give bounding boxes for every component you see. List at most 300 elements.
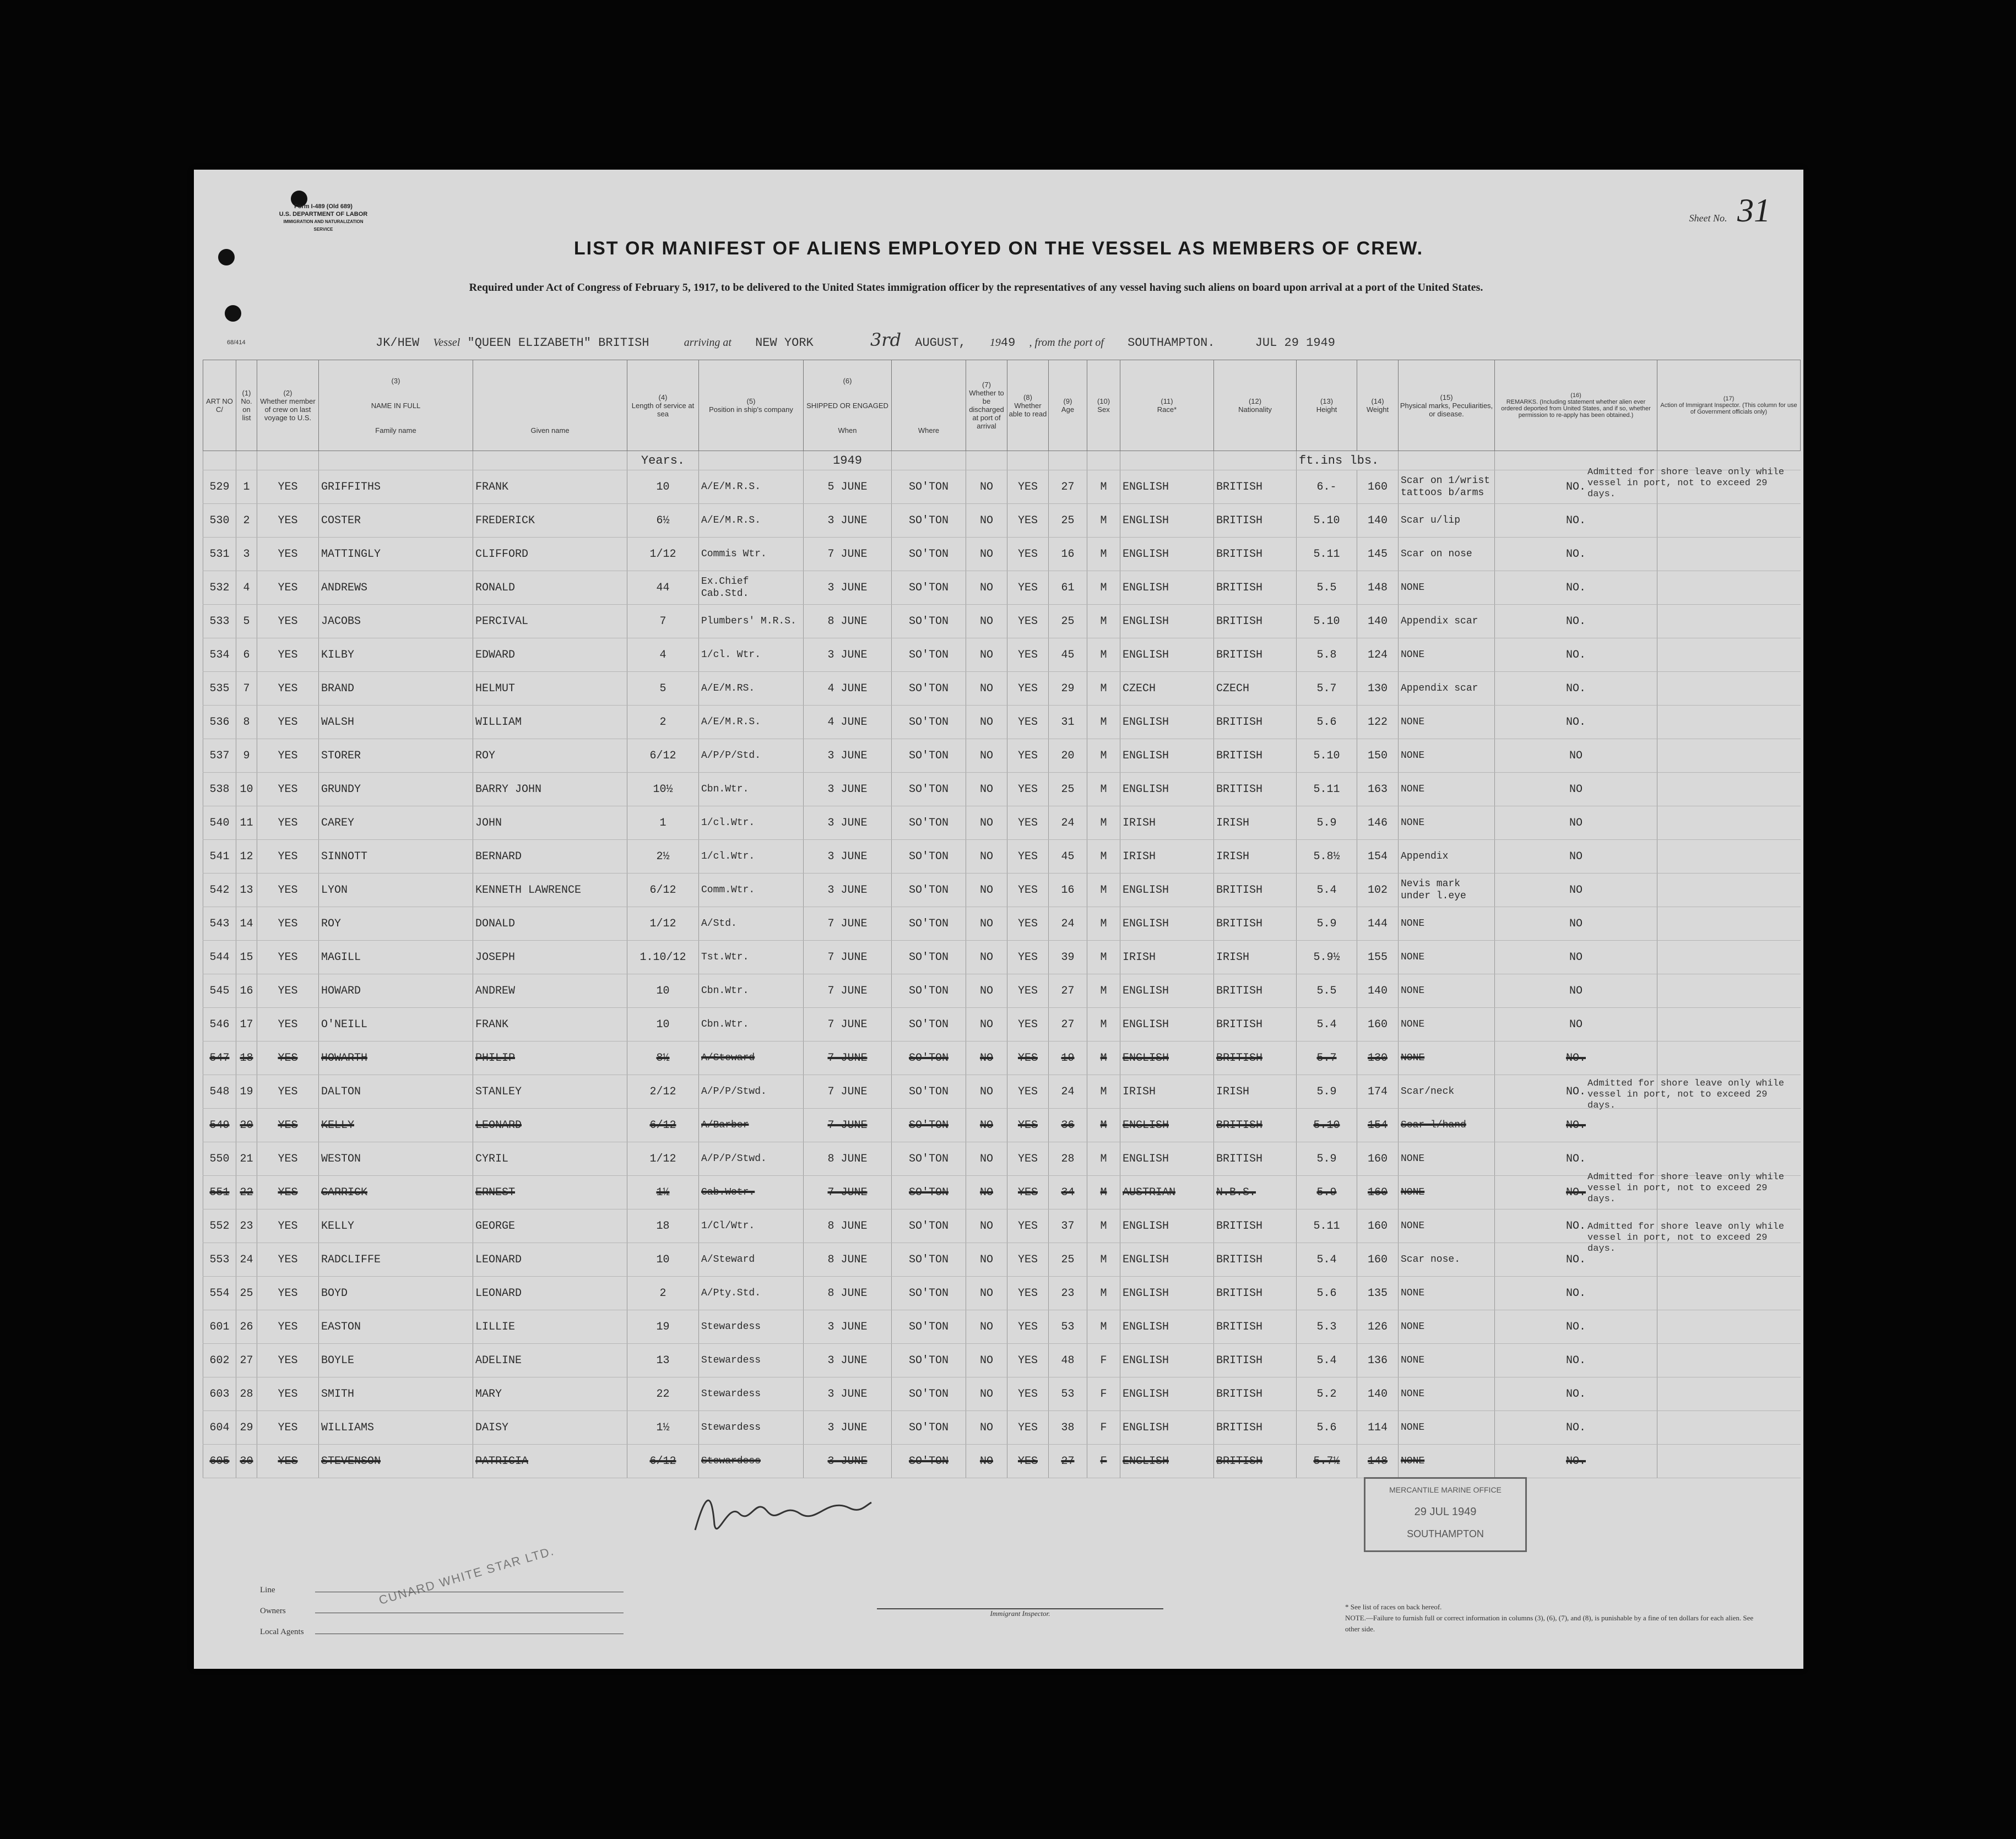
weight-cell: 114 [1357, 1411, 1399, 1445]
marks-cell: NONE [1399, 1041, 1495, 1075]
position-cell: A/Steward [699, 1041, 804, 1075]
age-cell: 24 [1049, 1075, 1087, 1109]
position-cell: A/E/M.RS. [699, 672, 804, 706]
table-row [203, 504, 1801, 538]
marks-cell: NONE [1399, 1445, 1495, 1478]
art-cell: 535 [203, 672, 236, 706]
number-cell: 12 [236, 840, 257, 874]
number-cell: 20 [236, 1109, 257, 1142]
department-name: U.S. DEPARTMENT OF LABOR [279, 211, 368, 218]
year-label: 19 [989, 337, 1001, 349]
remarks-cell: NO. [1495, 1176, 1657, 1209]
weight-cell: 146 [1357, 806, 1399, 840]
service-cell: 1/12 [627, 907, 699, 941]
when-cell: 3 JUNE [804, 874, 892, 907]
art-cell: 532 [203, 571, 236, 605]
position-cell: A/Barber [699, 1109, 804, 1142]
height-cell: 5.9 [1297, 1142, 1357, 1176]
crew-cell: YES [257, 773, 319, 806]
service-cell: 2 [627, 1277, 699, 1310]
discharge-cell: NO [966, 706, 1007, 739]
given-name-cell: DAISY [473, 1411, 627, 1445]
discharge-cell: NO [966, 806, 1007, 840]
sex-cell: M [1087, 874, 1120, 907]
marks-cell: NONE [1399, 907, 1495, 941]
action-cell [1657, 1109, 1801, 1142]
read-cell: YES [1007, 907, 1049, 941]
read-cell: YES [1007, 806, 1049, 840]
service-cell: 2 [627, 706, 699, 739]
race-cell: ENGLISH [1120, 504, 1214, 538]
crew-cell: YES [257, 1377, 319, 1411]
when-cell: 3 JUNE [804, 773, 892, 806]
height-cell: 5.10 [1297, 1109, 1357, 1142]
height-cell: 5.10 [1297, 504, 1357, 538]
family-name-cell: KILBY [319, 638, 473, 672]
family-name-cell: DALTON [319, 1075, 473, 1109]
marks-cell: NONE [1399, 1277, 1495, 1310]
col-weight: (14) Weight [1357, 360, 1399, 451]
crew-cell: YES [257, 1310, 319, 1344]
years-unit: Years. [627, 451, 699, 470]
nationality-cell: BRITISH [1214, 504, 1297, 538]
service-cell: 1½ [627, 1176, 699, 1209]
nationality-cell: BRITISH [1214, 1411, 1297, 1445]
given-name-cell: LEONARD [473, 1277, 627, 1310]
nationality-cell: IRISH [1214, 941, 1297, 974]
read-cell: YES [1007, 638, 1049, 672]
number-cell: 19 [236, 1075, 257, 1109]
sex-cell: F [1087, 1377, 1120, 1411]
age-cell: 25 [1049, 1243, 1087, 1277]
nationality-cell: BRITISH [1214, 1243, 1297, 1277]
age-cell: 34 [1049, 1176, 1087, 1209]
sheet-number-block [1689, 192, 1771, 230]
remarks-cell: NO [1495, 874, 1657, 907]
marks-cell: Appendix [1399, 840, 1495, 874]
race-cell: ENGLISH [1120, 739, 1214, 773]
marks-cell: NONE [1399, 1310, 1495, 1344]
crew-cell: YES [257, 1176, 319, 1209]
art-cell: 601 [203, 1310, 236, 1344]
family-name-cell: COSTER [319, 504, 473, 538]
where-cell: SO'TON [892, 470, 966, 504]
weight-cell: 160 [1357, 1176, 1399, 1209]
marks-cell: NONE [1399, 773, 1495, 806]
service-cell: 1½ [627, 1411, 699, 1445]
table-row [203, 706, 1801, 739]
given-name-cell: FRANK [473, 1008, 627, 1041]
page-title: LIST OR MANIFEST OF ALIENS EMPLOYED ON THE VESSEL AS MEMBERS OF CREW. [573, 238, 1424, 259]
year-unit: 1949 [804, 451, 892, 470]
discharge-cell: NO [966, 538, 1007, 571]
position-cell: Tst.Wtr. [699, 941, 804, 974]
discharge-cell: NO [966, 1411, 1007, 1445]
given-name-cell: LILLIE [473, 1310, 627, 1344]
age-cell: 45 [1049, 840, 1087, 874]
position-cell: Cbn.Wtr. [699, 1008, 804, 1041]
nationality-cell: BRITISH [1214, 1344, 1297, 1377]
action-cell [1657, 773, 1801, 806]
nationality-cell: BRITISH [1214, 1041, 1297, 1075]
service-cell: 7 [627, 605, 699, 638]
marks-cell: NONE [1399, 706, 1495, 739]
from-label: , from the port of [1029, 337, 1104, 349]
table-row [203, 605, 1801, 638]
read-cell: YES [1007, 605, 1049, 638]
given-name-cell: LEONARD [473, 1109, 627, 1142]
nationality-cell: IRISH [1214, 1075, 1297, 1109]
where-cell: SO'TON [892, 1310, 966, 1344]
table-row [203, 638, 1801, 672]
position-cell: A/P/P/Std. [699, 739, 804, 773]
where-cell: SO'TON [892, 806, 966, 840]
weight-cell: 135 [1357, 1277, 1399, 1310]
given-name-cell: KENNETH LAWRENCE [473, 874, 627, 907]
marks-cell: Scar u/lip [1399, 504, 1495, 538]
table-row [203, 1109, 1801, 1142]
table-row [203, 840, 1801, 874]
read-cell: YES [1007, 1445, 1049, 1478]
table-row [203, 571, 1801, 605]
number-cell: 1 [236, 470, 257, 504]
table-row [203, 1344, 1801, 1377]
race-cell: ENGLISH [1120, 1008, 1214, 1041]
art-cell: 537 [203, 739, 236, 773]
nationality-cell: BRITISH [1214, 874, 1297, 907]
marks-cell: Appendix scar [1399, 672, 1495, 706]
sex-cell: M [1087, 706, 1120, 739]
race-cell: ENGLISH [1120, 1344, 1214, 1377]
weight-cell: 102 [1357, 874, 1399, 907]
table-row [203, 1377, 1801, 1411]
family-name-cell: HOWARD [319, 974, 473, 1008]
action-cell [1657, 974, 1801, 1008]
weight-cell: 163 [1357, 773, 1399, 806]
age-cell: 53 [1049, 1377, 1087, 1411]
stamp-line-1: MERCANTILE MARINE OFFICE [1389, 1485, 1502, 1494]
service-name: IMMIGRATION AND NATURALIZATION SERVICE [283, 219, 364, 232]
remarks-cell: NO. [1495, 1142, 1657, 1176]
when-cell: 7 JUNE [804, 941, 892, 974]
remarks-cell: NO [1495, 907, 1657, 941]
table-row [203, 806, 1801, 840]
race-cell: ENGLISH [1120, 874, 1214, 907]
col-remarks: (16) REMARKS. (Including statement whether alien ever ordered deported from United States, and if so, whether permission to re-apply has been obtained.) [1495, 360, 1657, 451]
action-cell [1657, 1008, 1801, 1041]
when-cell: 3 JUNE [804, 840, 892, 874]
weight-cell: 160 [1357, 470, 1399, 504]
col-when: (6) SHIPPED OR ENGAGED When [804, 360, 892, 451]
service-cell: 22 [627, 1377, 699, 1411]
read-cell: YES [1007, 571, 1049, 605]
when-cell: 3 JUNE [804, 739, 892, 773]
race-cell: ENGLISH [1120, 1142, 1214, 1176]
age-cell: 38 [1049, 1411, 1087, 1445]
given-name-cell: GEORGE [473, 1209, 627, 1243]
table-row [203, 1310, 1801, 1344]
height-cell: 5.6 [1297, 1411, 1357, 1445]
number-cell: 8 [236, 706, 257, 739]
immigrant-inspector-line: Immigrant Inspector. [877, 1608, 1163, 1618]
weight-cell: 122 [1357, 706, 1399, 739]
discharge-cell: NO [966, 874, 1007, 907]
family-name-cell: BOYD [319, 1277, 473, 1310]
art-cell: 530 [203, 504, 236, 538]
position-cell: Comm.Wtr. [699, 874, 804, 907]
punch-hole [225, 305, 241, 322]
age-cell: 61 [1049, 571, 1087, 605]
table-row [203, 874, 1801, 907]
service-cell: 1/12 [627, 538, 699, 571]
col-nationality: (12) Nationality [1214, 360, 1297, 451]
action-cell [1657, 874, 1801, 907]
family-name-cell: STEVENSON [319, 1445, 473, 1478]
race-cell: ENGLISH [1120, 470, 1214, 504]
discharge-cell: NO [966, 1377, 1007, 1411]
given-name-cell: CLIFFORD [473, 538, 627, 571]
position-cell: A/Pty.Std. [699, 1277, 804, 1310]
art-cell: 604 [203, 1411, 236, 1445]
art-cell: 551 [203, 1176, 236, 1209]
family-name-cell: WILLIAMS [319, 1411, 473, 1445]
table-row [203, 538, 1801, 571]
art-cell: 605 [203, 1445, 236, 1478]
discharge-cell: NO [966, 840, 1007, 874]
number-cell: 29 [236, 1411, 257, 1445]
race-cell: ENGLISH [1120, 974, 1214, 1008]
where-cell: SO'TON [892, 941, 966, 974]
nationality-cell: N.B.S. [1214, 1176, 1297, 1209]
nationality-cell: BRITISH [1214, 1142, 1297, 1176]
owners-label: Owners [260, 1607, 286, 1615]
crew-cell: YES [257, 1142, 319, 1176]
service-cell: 6/12 [627, 739, 699, 773]
height-cell: 5.4 [1297, 1008, 1357, 1041]
remarks-cell: NO. [1495, 706, 1657, 739]
number-cell: 15 [236, 941, 257, 974]
position-cell: Stewardess [699, 1445, 804, 1478]
nationality-cell: CZECH [1214, 672, 1297, 706]
height-cell: 5.4 [1297, 874, 1357, 907]
action-cell [1657, 706, 1801, 739]
sex-cell: M [1087, 1041, 1120, 1075]
family-name-cell: JACOBS [319, 605, 473, 638]
where-cell: SO'TON [892, 1377, 966, 1411]
crew-cell: YES [257, 706, 319, 739]
marks-cell: Scar/neck [1399, 1075, 1495, 1109]
col-position: (5) Position in ship's company [699, 360, 804, 451]
age-cell: 36 [1049, 1109, 1087, 1142]
position-cell: A/Steward [699, 1243, 804, 1277]
discharge-cell: NO [966, 1243, 1007, 1277]
service-cell: 19 [627, 1310, 699, 1344]
race-cell: ENGLISH [1120, 1445, 1214, 1478]
col-no: (1) No. on list [236, 360, 257, 451]
remarks-cell: NO [1495, 941, 1657, 974]
where-cell: SO'TON [892, 1109, 966, 1142]
read-cell: YES [1007, 1008, 1049, 1041]
weight-cell: 154 [1357, 1109, 1399, 1142]
read-cell: YES [1007, 1377, 1049, 1411]
table-row [203, 1209, 1801, 1243]
remarks-cell: NO. [1495, 672, 1657, 706]
position-cell: A/E/M.R.S. [699, 504, 804, 538]
discharge-cell: NO [966, 1445, 1007, 1478]
given-name-cell: WILLIAM [473, 706, 627, 739]
marks-cell: NONE [1399, 974, 1495, 1008]
nationality-cell: BRITISH [1214, 538, 1297, 571]
marks-cell: Scar nose. [1399, 1243, 1495, 1277]
read-cell: YES [1007, 773, 1049, 806]
action-cell [1657, 840, 1801, 874]
sheet-number-label: Sheet No. [1689, 213, 1727, 224]
read-cell: YES [1007, 1277, 1049, 1310]
given-name-cell: ANDREW [473, 974, 627, 1008]
service-cell: 8½ [627, 1041, 699, 1075]
height-cell: 5.8 [1297, 638, 1357, 672]
table-row [203, 1176, 1801, 1209]
weight-cell: 124 [1357, 638, 1399, 672]
age-cell: 27 [1049, 470, 1087, 504]
when-cell: 7 JUNE [804, 907, 892, 941]
height-weight-unit: ft.ins lbs. [1297, 451, 1399, 470]
where-cell: SO'TON [892, 840, 966, 874]
where-cell: SO'TON [892, 538, 966, 571]
crew-cell: YES [257, 974, 319, 1008]
race-cell: ENGLISH [1120, 1310, 1214, 1344]
read-cell: YES [1007, 974, 1049, 1008]
where-cell: SO'TON [892, 907, 966, 941]
remarks-cell: NO [1495, 806, 1657, 840]
sex-cell: M [1087, 806, 1120, 840]
service-cell: 10 [627, 1008, 699, 1041]
where-cell: SO'TON [892, 1277, 966, 1310]
col-height: (13) Height [1297, 360, 1357, 451]
number-cell: 22 [236, 1176, 257, 1209]
remarks-cell: NO [1495, 1008, 1657, 1041]
table-row [203, 1445, 1801, 1478]
family-name-cell: KELLY [319, 1109, 473, 1142]
action-cell [1657, 1377, 1801, 1411]
sex-cell: F [1087, 1445, 1120, 1478]
service-cell: 6/12 [627, 874, 699, 907]
weight-cell: 148 [1357, 1445, 1399, 1478]
art-cell: 545 [203, 974, 236, 1008]
discharge-cell: NO [966, 638, 1007, 672]
where-cell: SO'TON [892, 1445, 966, 1478]
art-cell: 543 [203, 907, 236, 941]
nationality-cell: BRITISH [1214, 1277, 1297, 1310]
action-cell [1657, 504, 1801, 538]
when-cell: 7 JUNE [804, 1109, 892, 1142]
marks-cell: NONE [1399, 1377, 1495, 1411]
position-cell: Stewardess [699, 1310, 804, 1344]
number-cell: 23 [236, 1209, 257, 1243]
number-cell: 30 [236, 1445, 257, 1478]
nationality-cell: BRITISH [1214, 1445, 1297, 1478]
height-cell: 5.3 [1297, 1310, 1357, 1344]
when-cell: 3 JUNE [804, 1411, 892, 1445]
marks-cell: Scar on nose [1399, 538, 1495, 571]
art-cell: 546 [203, 1008, 236, 1041]
sex-cell: M [1087, 605, 1120, 638]
remarks-cell: NO. [1495, 1041, 1657, 1075]
crew-cell: YES [257, 1041, 319, 1075]
nationality-cell: BRITISH [1214, 1008, 1297, 1041]
number-cell: 9 [236, 739, 257, 773]
family-name-cell: ROY [319, 907, 473, 941]
read-cell: YES [1007, 739, 1049, 773]
weight-cell: 154 [1357, 840, 1399, 874]
family-name-cell: BRAND [319, 672, 473, 706]
crew-cell: YES [257, 739, 319, 773]
crew-cell: YES [257, 1209, 319, 1243]
where-cell: SO'TON [892, 504, 966, 538]
weight-cell: 160 [1357, 1142, 1399, 1176]
age-cell: 20 [1049, 739, 1087, 773]
crew-cell: YES [257, 1243, 319, 1277]
art-cell: 533 [203, 605, 236, 638]
art-cell: 553 [203, 1243, 236, 1277]
crew-cell: YES [257, 1109, 319, 1142]
crew-cell: YES [257, 1075, 319, 1109]
crew-cell: YES [257, 605, 319, 638]
sex-cell: M [1087, 571, 1120, 605]
art-cell: 540 [203, 806, 236, 840]
height-cell: 5.4 [1297, 1344, 1357, 1377]
age-cell: 53 [1049, 1310, 1087, 1344]
height-cell: 5.4 [1297, 1243, 1357, 1277]
art-cell: 534 [203, 638, 236, 672]
action-cell [1657, 638, 1801, 672]
action-cell [1657, 1041, 1801, 1075]
race-cell: ENGLISH [1120, 907, 1214, 941]
height-cell: 5.9 [1297, 1176, 1357, 1209]
sex-cell: M [1087, 773, 1120, 806]
table-row [203, 1008, 1801, 1041]
remarks-cell: NO. [1495, 1445, 1657, 1478]
race-cell: CZECH [1120, 672, 1214, 706]
service-cell: 10 [627, 1243, 699, 1277]
position-cell: A/E/M.R.S. [699, 470, 804, 504]
read-cell: YES [1007, 1041, 1049, 1075]
sex-cell: M [1087, 638, 1120, 672]
service-cell: 6/12 [627, 1445, 699, 1478]
service-cell: 1 [627, 806, 699, 840]
signature-mark [690, 1480, 877, 1547]
page-subtitle: Required under Act of Congress of February 5, 1917, to be delivered to the United States immigration officer by the representatives of any vessel having such aliens on board upon arrival at a port of the United States. [469, 281, 1483, 294]
nationality-cell: BRITISH [1214, 1310, 1297, 1344]
col-where: Where [892, 360, 966, 451]
read-cell: YES [1007, 874, 1049, 907]
sex-cell: M [1087, 1277, 1120, 1310]
remarks-cell: NO. [1495, 1377, 1657, 1411]
service-cell: 2/12 [627, 1075, 699, 1109]
table-row [203, 974, 1801, 1008]
remarks-cell: NO. [1495, 1277, 1657, 1310]
discharge-cell: NO [966, 1008, 1007, 1041]
nationality-cell: IRISH [1214, 806, 1297, 840]
height-cell: 5.9 [1297, 1075, 1357, 1109]
origin-port: SOUTHAMPTON. [1128, 336, 1215, 350]
service-cell: 18 [627, 1209, 699, 1243]
action-cell [1657, 538, 1801, 571]
discharge-cell: NO [966, 974, 1007, 1008]
where-cell: SO'TON [892, 571, 966, 605]
given-name-cell: ERNEST [473, 1176, 627, 1209]
art-cell: 547 [203, 1041, 236, 1075]
